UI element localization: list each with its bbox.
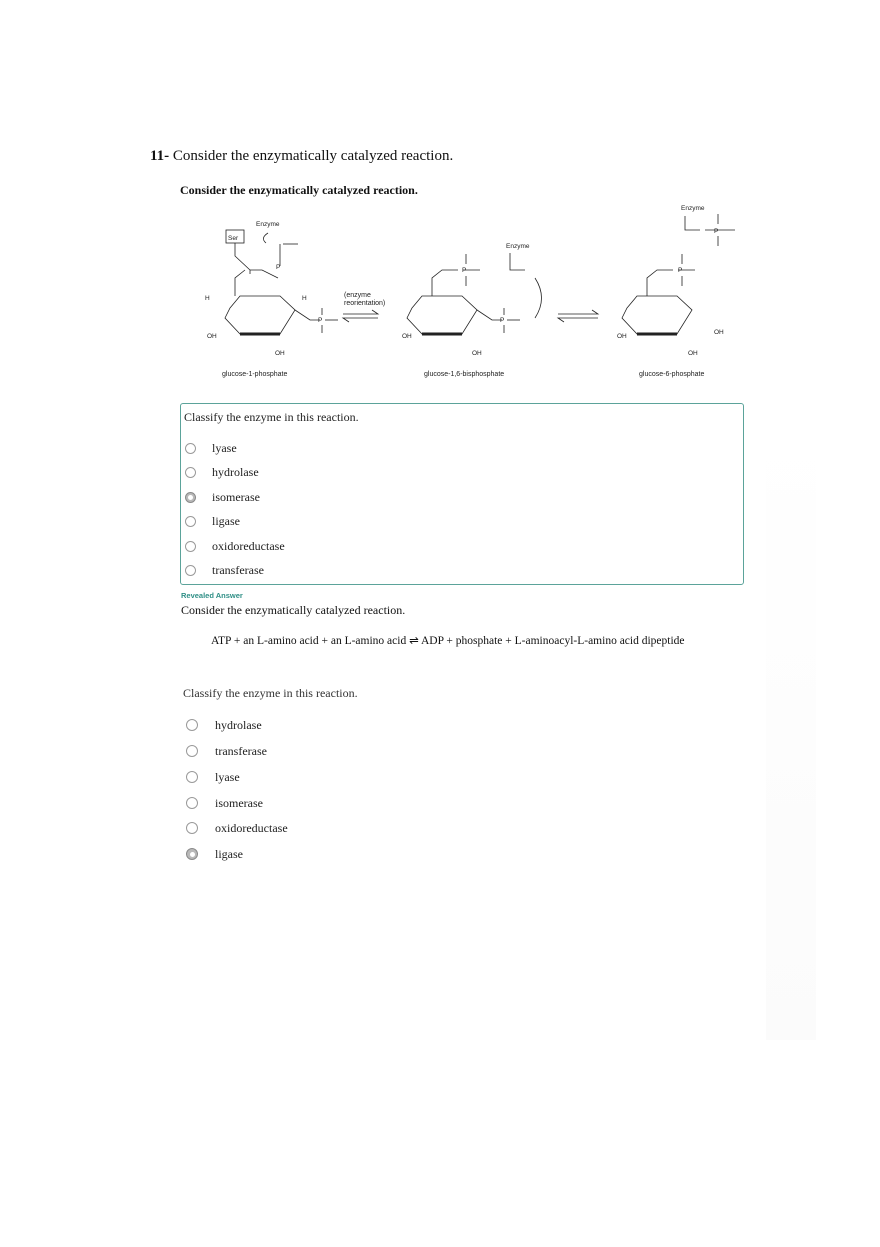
svg-text:H: H (205, 295, 210, 302)
molecule-2-label: glucose-1,6-bisphosphate (424, 371, 505, 378)
radio-icon[interactable] (186, 719, 198, 731)
quiz-2-option-oxidoreductase[interactable] (186, 819, 288, 837)
reaction-diagram (180, 198, 760, 388)
radio-selected-icon[interactable] (186, 848, 198, 860)
question-heading (150, 148, 453, 165)
option-label: hydrolase (215, 717, 262, 732)
option-label: ligase (215, 846, 243, 861)
quiz-1-prompt: Classify the enzyme in this reaction. (184, 410, 359, 424)
equilibrium-arrow-2 (558, 310, 598, 322)
svg-text:OH: OH (275, 350, 285, 357)
quiz-1-option-hydrolase[interactable] (185, 463, 259, 481)
option-label: transferase (212, 562, 264, 577)
option-label: hydrolase (212, 464, 259, 479)
svg-text:OH: OH (402, 333, 412, 340)
equilibrium-arrow-1 (343, 310, 378, 322)
svg-text:P: P (500, 317, 505, 324)
molecule-1-label: glucose-1-phosphate (222, 371, 288, 378)
option-label: isomerase (215, 795, 263, 810)
reaction-equation: ATP + an L-amino acid + an L-amino acid ⇌ ADP + phosphate + L-aminoacyl-L-amino acid dipeptide (211, 635, 685, 647)
quiz-2-option-ligase[interactable] (186, 845, 243, 863)
quiz-2-option-hydrolase[interactable] (186, 716, 262, 734)
reorientation-label-1: (enzyme (344, 292, 371, 299)
quiz-1-option-lyase[interactable] (185, 439, 237, 457)
quiz-1-option-transferase[interactable] (185, 561, 264, 579)
ser-label: Ser (228, 235, 239, 242)
option-label: oxidoreductase (212, 538, 285, 553)
enzyme-label-3: Enzyme (681, 205, 705, 212)
svg-text:OH: OH (688, 350, 698, 357)
svg-text:H: H (302, 295, 307, 302)
option-label: lyase (215, 769, 240, 784)
reorientation-label-2: reorientation) (344, 300, 386, 307)
svg-text:OH: OH (617, 333, 627, 340)
quiz-2-option-lyase[interactable] (186, 768, 240, 786)
radio-icon[interactable] (185, 541, 196, 552)
radio-selected-icon[interactable] (185, 492, 196, 503)
radio-icon[interactable] (186, 745, 198, 757)
radio-icon[interactable] (185, 565, 196, 576)
quiz-2-intro: Consider the enzymatically catalyzed reaction. (181, 603, 406, 617)
option-label: lyase (212, 440, 237, 455)
background-panel (766, 420, 816, 1040)
option-label: isomerase (212, 489, 260, 504)
svg-text:P: P (714, 228, 719, 235)
enzyme-label-1: Enzyme (256, 221, 280, 228)
quiz-2-prompt: Classify the enzyme in this reaction. (183, 686, 358, 700)
svg-text:OH: OH (714, 329, 724, 336)
svg-text:P: P (276, 264, 281, 271)
molecule-3-label: glucose-6-phosphate (639, 371, 705, 378)
question-number: 11- (150, 148, 170, 164)
svg-text:OH: OH (472, 350, 482, 357)
quiz-1-option-ligase[interactable] (185, 512, 240, 530)
quiz-2-option-transferase[interactable] (186, 742, 267, 760)
radio-icon[interactable] (185, 443, 196, 454)
svg-text:P: P (678, 267, 683, 274)
question-text: Consider the enzymatically catalyzed reaction. (172, 148, 454, 164)
radio-icon[interactable] (186, 797, 198, 809)
option-label: transferase (215, 743, 267, 758)
option-label: ligase (212, 513, 240, 528)
radio-icon[interactable] (185, 467, 196, 478)
radio-icon[interactable] (185, 516, 196, 527)
option-label: oxidoreductase (215, 820, 288, 835)
radio-icon[interactable] (186, 822, 198, 834)
glucose-1-6-bisphosphate-structure (407, 253, 542, 334)
svg-text:OH: OH (207, 333, 217, 340)
enzyme-label-2: Enzyme (506, 243, 530, 250)
figure-title: Consider the enzymatically catalyzed reaction. (180, 183, 418, 197)
quiz-2-option-isomerase[interactable] (186, 794, 263, 812)
quiz-1-box (180, 403, 744, 585)
svg-text:P: P (318, 317, 323, 324)
revealed-answer-label: Revealed Answer (181, 591, 243, 600)
svg-text:P: P (462, 267, 467, 274)
quiz-1-option-isomerase[interactable] (185, 488, 260, 506)
quiz-1-option-oxidoreductase[interactable] (185, 537, 285, 555)
radio-icon[interactable] (186, 771, 198, 783)
